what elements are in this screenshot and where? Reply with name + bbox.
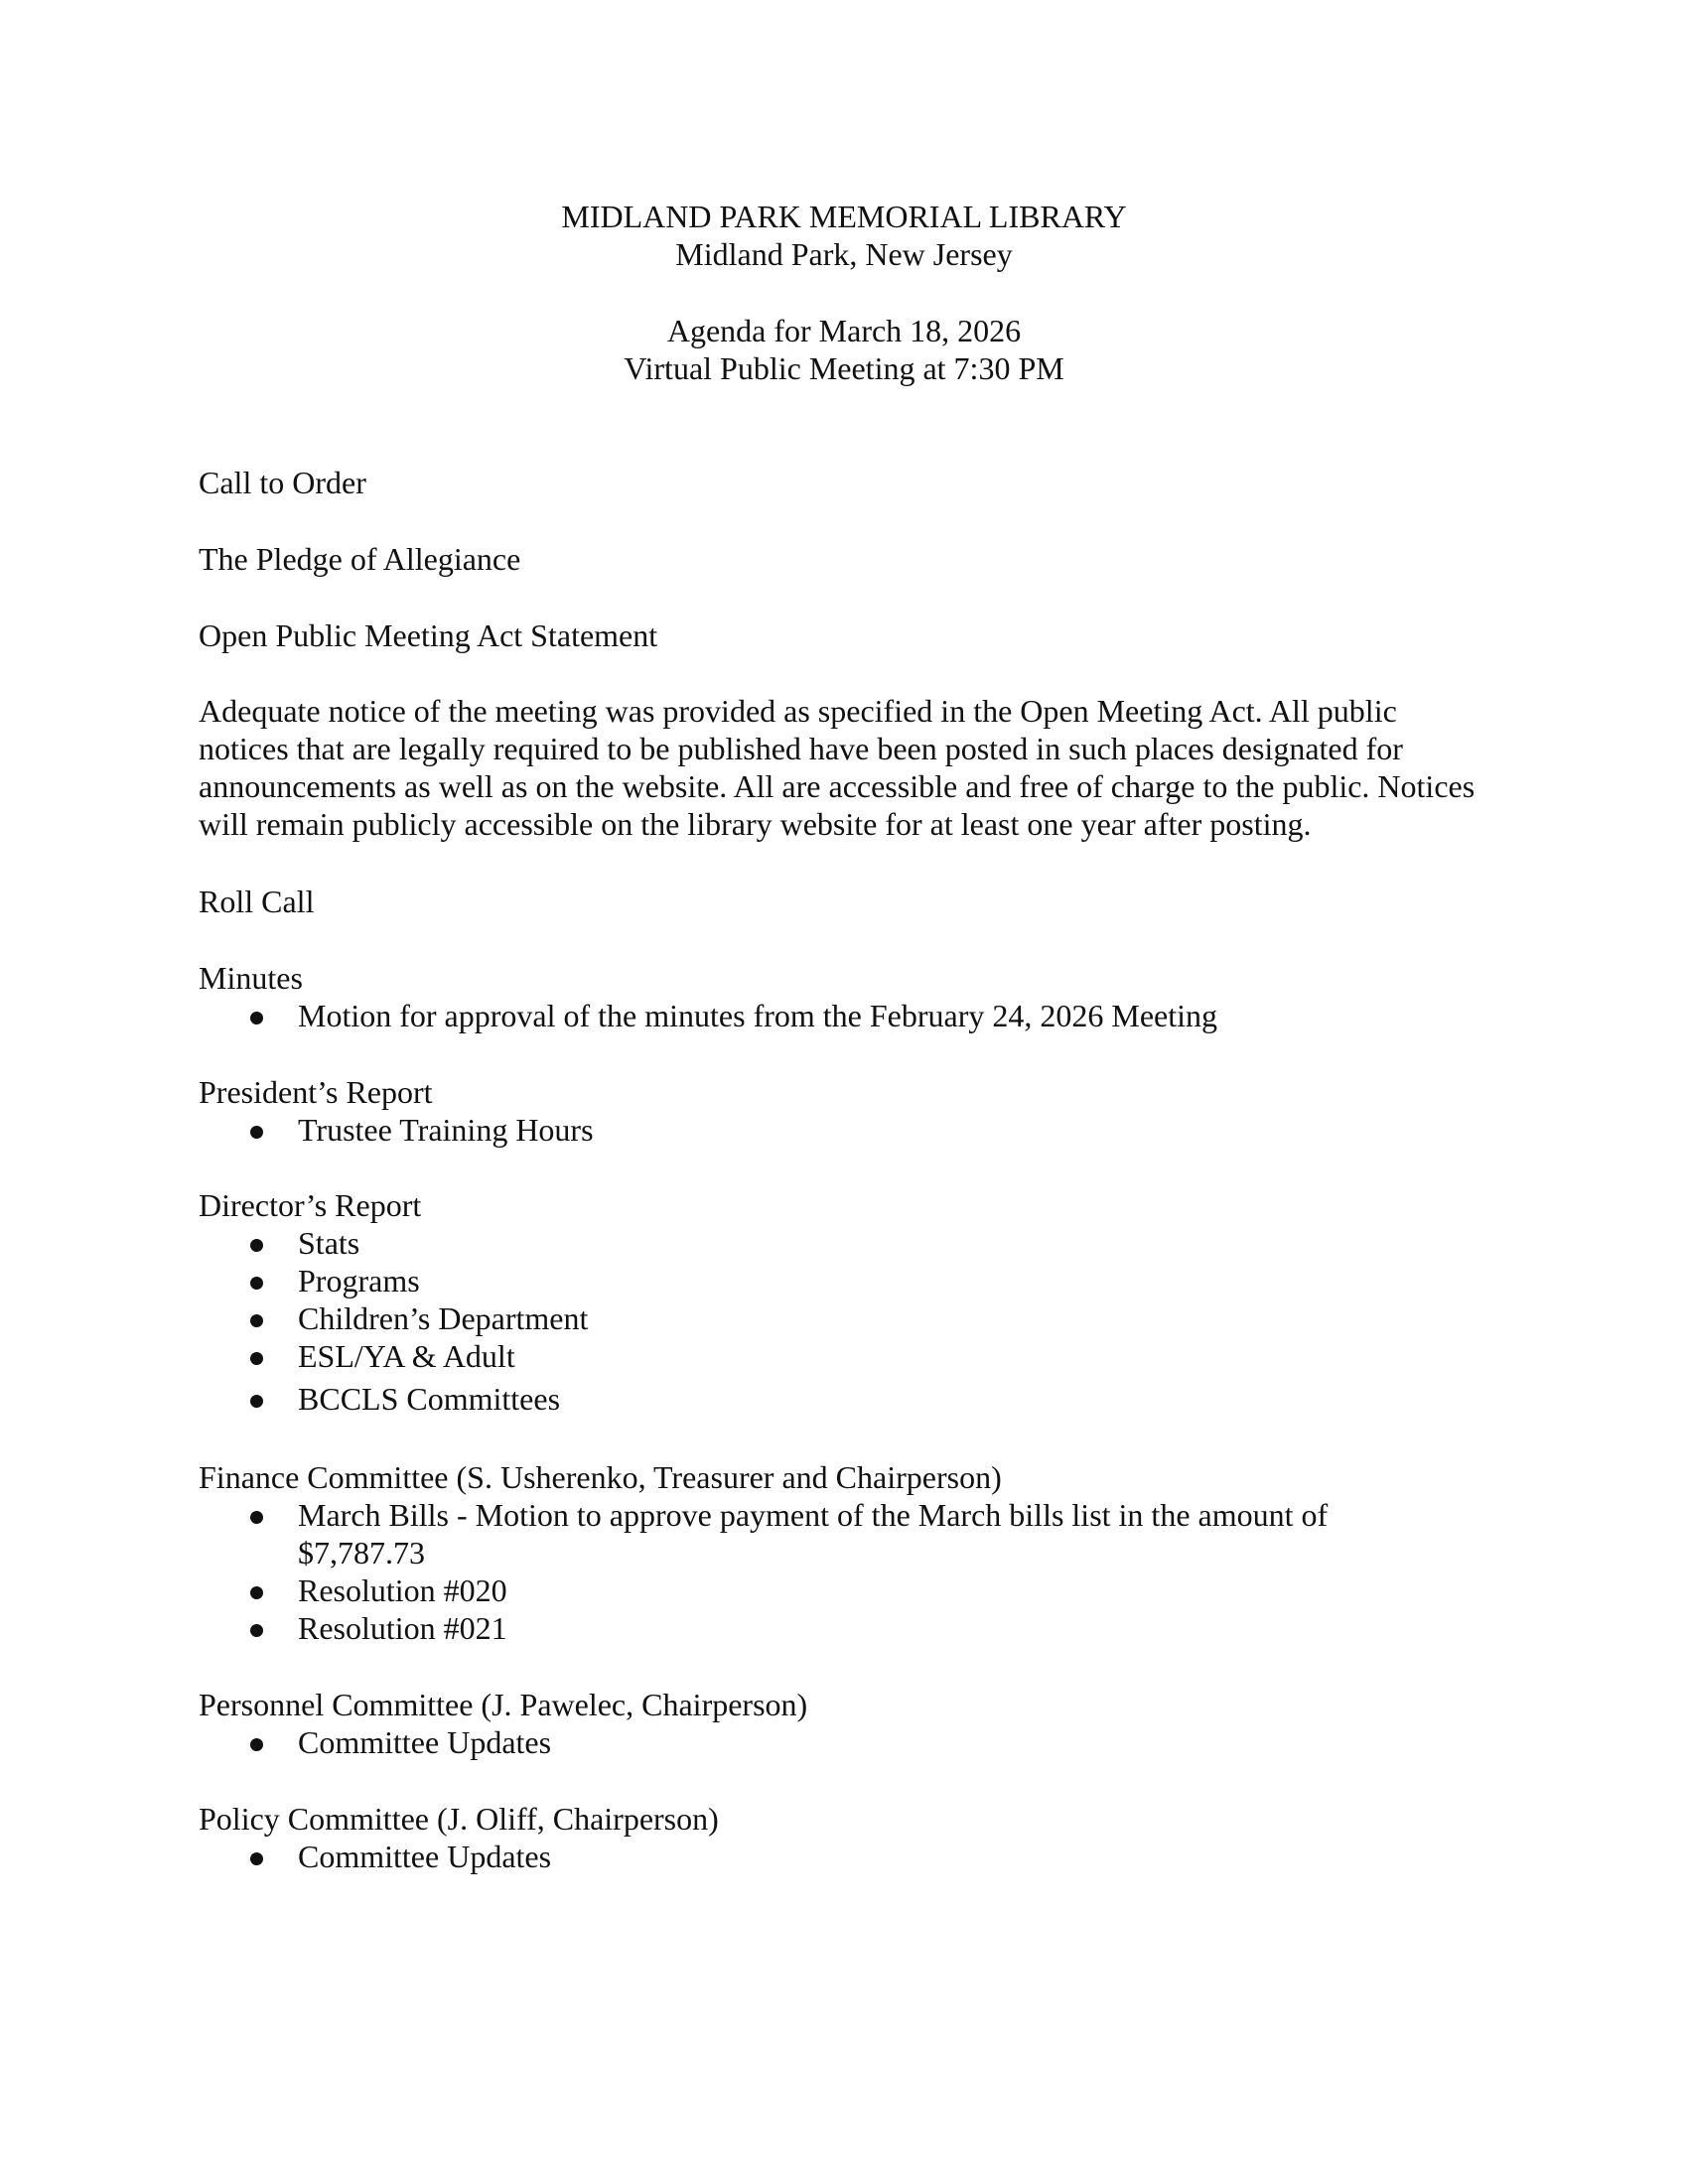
bullet-icon (250, 1239, 263, 1252)
list-item: March Bills - Motion to approve payment of the March bills list in the amount of $7,787.73 (199, 1496, 1489, 1571)
agenda-date: Agenda for March 18, 2026 (666, 313, 1022, 348)
president-list (199, 1111, 1489, 1149)
library-location: Midland Park, New Jersey (675, 236, 1013, 272)
policy-section (199, 1800, 1489, 1875)
library-name: MIDLAND PARK MEMORIAL LIBRARY (561, 199, 1127, 234)
roll-call: Roll Call (199, 884, 315, 919)
bullet-icon (250, 1852, 263, 1865)
director-section (199, 1186, 1489, 1418)
meeting-header (0, 312, 1688, 387)
list-item: Committee Updates (199, 1723, 1489, 1761)
meeting-info: Virtual Public Meeting at 7:30 PM (624, 350, 1064, 386)
list-item: Trustee Training Hours (199, 1111, 1489, 1149)
section-title: Minutes (199, 960, 303, 996)
minutes-list (199, 997, 1489, 1034)
section-title: Personnel Committee (J. Pawelec, Chairperson) (199, 1687, 808, 1722)
bullet-icon (250, 1511, 263, 1524)
list-item: Resolution #020 (199, 1571, 1489, 1609)
bullet-icon (250, 1624, 263, 1637)
document-header (0, 198, 1688, 273)
finance-section (199, 1458, 1489, 1647)
call-to-order: Call to Order (199, 465, 366, 500)
bullet-icon (250, 1586, 263, 1599)
bullet-icon (250, 1277, 263, 1290)
bullet-icon (250, 1314, 263, 1327)
list-item: Stats (199, 1224, 1489, 1262)
opma-statement: Adequate notice of the meeting was provided as specified in the Open Meeting Act. All public notices that are legally required to be published have been posted in such places designated for announcements as well as on the website. All are accessible and free of charge to the public. Notices will remain publicly accessible on the library website for at least one year after posting. (199, 693, 1476, 842)
bullet-icon (250, 1352, 263, 1365)
section-title: Director’s Report (199, 1187, 422, 1223)
personnel-list (199, 1723, 1489, 1761)
list-item: Resolution #021 (199, 1609, 1489, 1647)
section-title: Finance Committee (S. Usherenko, Treasurer and Chairperson) (199, 1459, 1002, 1495)
section-title: Policy Committee (J. Oliff, Chairperson) (199, 1801, 719, 1837)
list-item: Programs (199, 1262, 1489, 1299)
bullet-icon (250, 1395, 263, 1408)
minutes-section (199, 959, 1489, 1034)
list-item: ESL/YA & Adult (199, 1337, 1489, 1375)
pledge-of-allegiance: The Pledge of Allegiance (199, 541, 521, 577)
president-section (199, 1073, 1489, 1149)
opma-title: Open Public Meeting Act Statement (199, 617, 658, 653)
director-list (199, 1224, 1489, 1418)
policy-list (199, 1838, 1489, 1875)
list-item: Children’s Department (199, 1299, 1489, 1337)
bullet-icon (250, 1738, 263, 1751)
finance-list (199, 1496, 1489, 1647)
list-item: Committee Updates (199, 1838, 1489, 1875)
bullet-icon (250, 1126, 263, 1139)
section-title: President’s Report (199, 1074, 433, 1110)
list-item: Motion for approval of the minutes from the February 24, 2026 Meeting (199, 997, 1489, 1034)
personnel-section (199, 1686, 1489, 1761)
bullet-icon (250, 1012, 263, 1024)
list-item: BCCLS Committees (199, 1380, 1489, 1418)
